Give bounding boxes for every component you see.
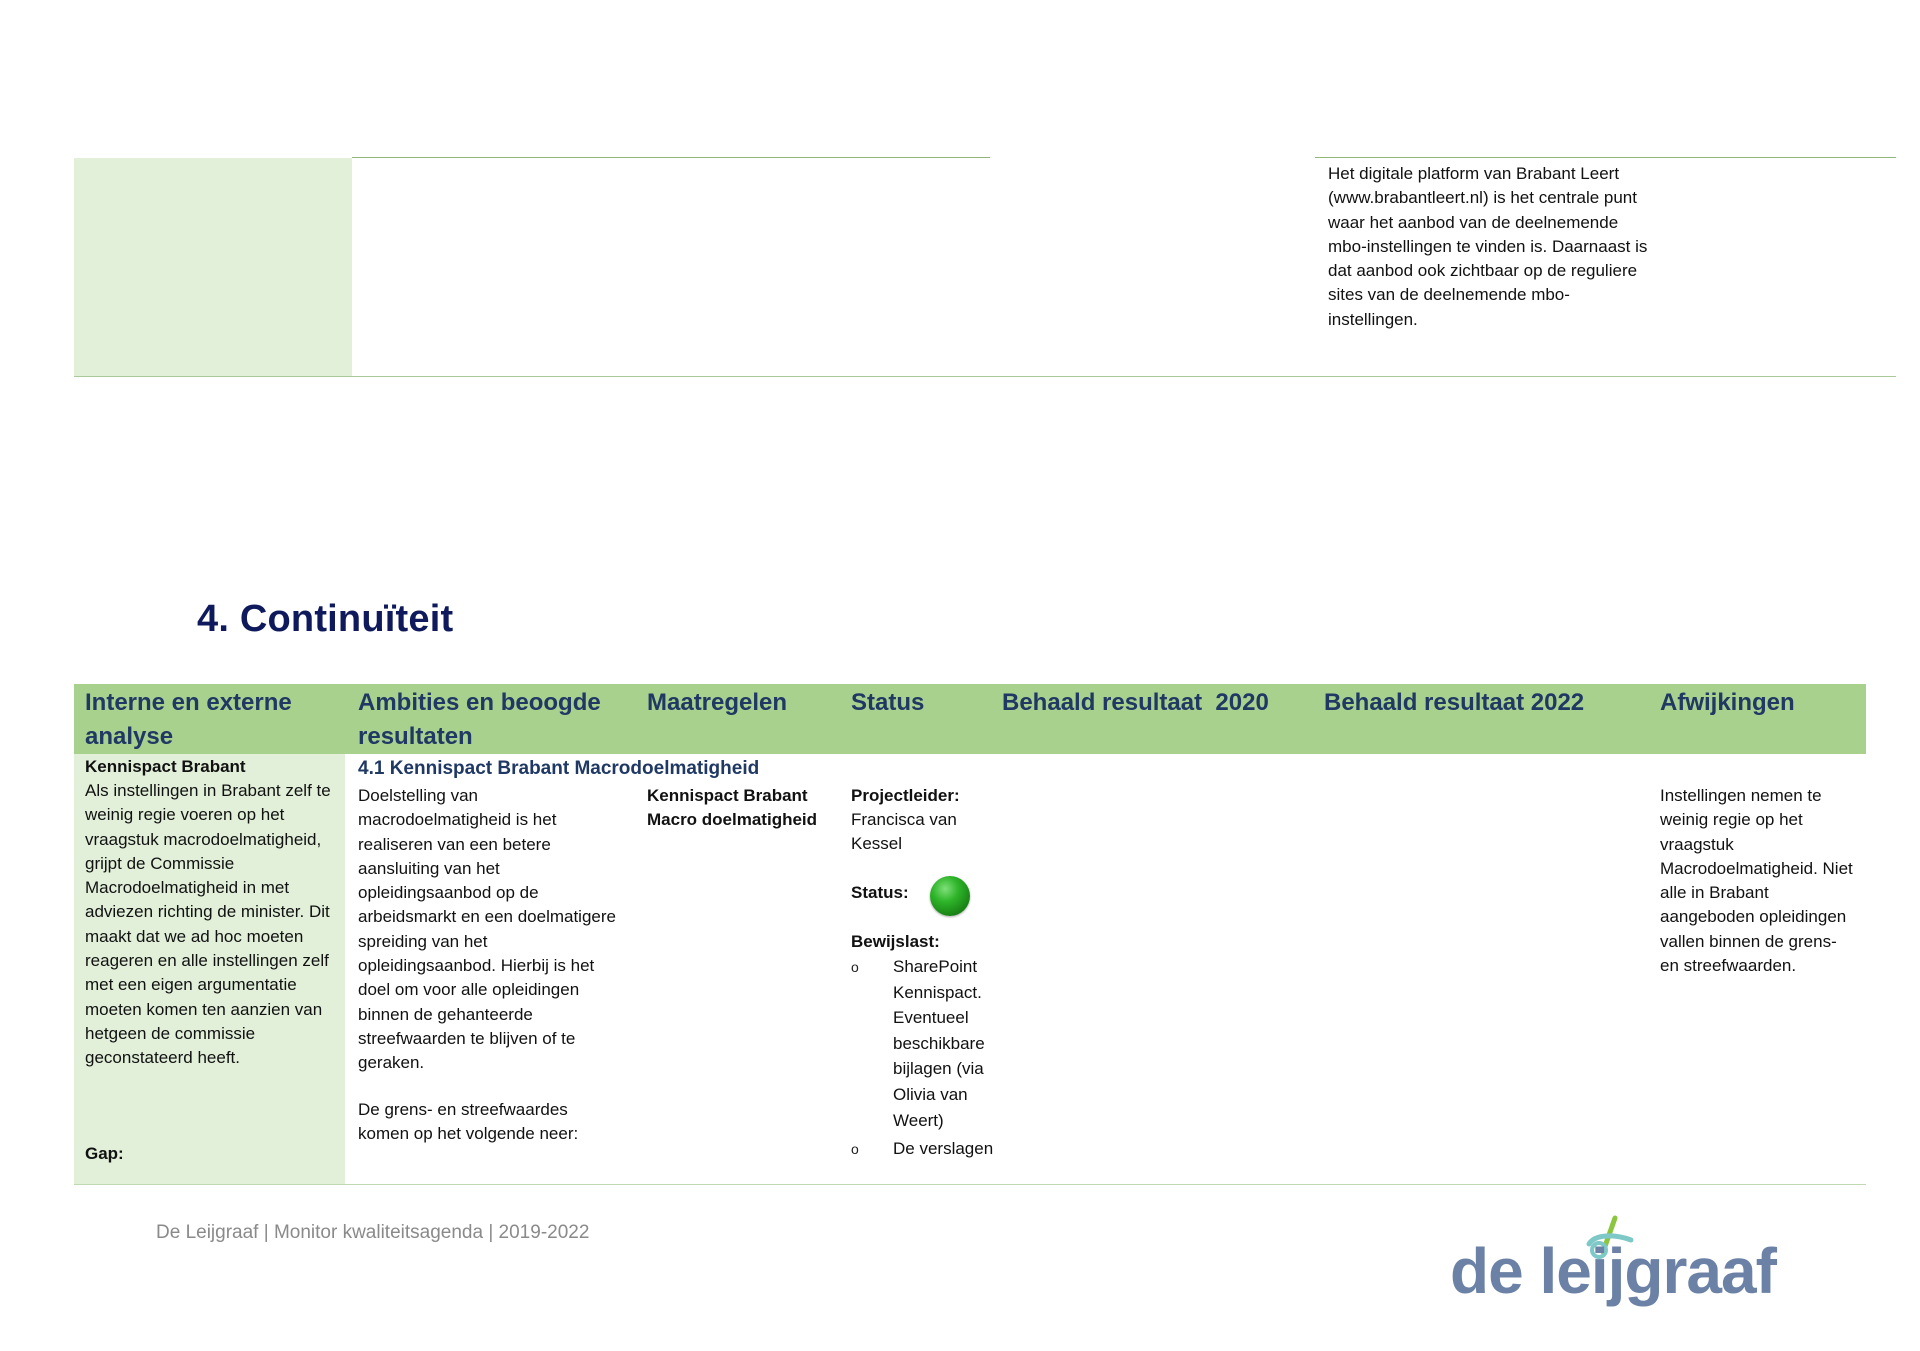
afwijkingen-text: Instellingen nemen te weinig regie op het vraagstuk Macrodoelmatigheid. Niet alle in Brabant aangeboden opleidingen vallen binnen de grens- en streefwaarden.: [1660, 786, 1853, 976]
header-ambities: Ambities en beoogde resultaten: [358, 689, 601, 750]
header-status: Status: [851, 689, 925, 716]
ambities-paragraph: Doelstelling van macrodoelmatigheid is het realiseren van een betere aansluiting van het opleidingsaanbod op de arbeidsmarkt en een doelmatigere spreiding van het opleidingsaanbod. Hierbij is het doel om voor alle opleidingen binnen de gehanteerde streefwaarden te blijven of te geraken.: [358, 786, 616, 1073]
logo-wordmark: de leijgraaf: [1450, 1235, 1776, 1307]
previous-table-bottom-border: [74, 376, 1896, 377]
projectleider-label: Projectleider:: [851, 786, 960, 805]
previous-table-shaded-cell: [74, 158, 352, 376]
gap-label: Gap:: [85, 1144, 124, 1163]
table-bottom-border: [74, 1184, 1866, 1185]
subsection-heading: 4.1 Kennispact Brabant Macrodoelmatigheid: [358, 758, 760, 779]
status-indicator-icon: [930, 876, 970, 916]
maatregelen-text: Kennispact Brabant Macro doelmatigheid: [647, 786, 818, 830]
section-heading: 4. Continuïteit: [197, 598, 454, 640]
previous-table-divider: [352, 157, 990, 158]
header-resultaat-2020: Behaald resultaat 2020: [1002, 689, 1269, 716]
header-analyse: Interne en externe analyse: [85, 689, 292, 750]
bullet-icon: o: [851, 1141, 859, 1157]
bewijslast-label: Bewijslast:: [851, 932, 940, 951]
bewijslast-item: De verslagen: [893, 1139, 994, 1158]
bewijslast-item: SharePoint Kennispact. Eventueel beschikbare bijlagen (via Olivia van Weert): [893, 957, 985, 1130]
previous-table-divider: [1315, 157, 1896, 158]
header-afwijkingen: Afwijkingen: [1660, 689, 1795, 716]
projectleider-name: Francisca van Kessel: [851, 810, 957, 854]
analyse-body: Als instellingen in Brabant zelf te weinig regie voeren op het vraagstuk macrodoelmatigheid, grijpt de Commissie Macrodoelmatigheid in met adviezen richting de minister. Dit maakt dat we ad hoc moeten reageren en alle instellingen zelf met een eigen argumentatie moeten komen ten aanzien van hetgeen de commissie geconstateerd heeft.: [85, 781, 331, 1068]
header-maatregelen: Maatregelen: [647, 689, 788, 716]
analyse-title: Kennispact Brabant: [85, 757, 246, 776]
bullet-icon: o: [851, 959, 859, 975]
ambities-paragraph: De grens- en streefwaardes komen op het volgende neer:: [358, 1100, 579, 1144]
table-header-row: [74, 684, 1866, 754]
status-label: Status:: [851, 883, 909, 902]
header-resultaat-2022: Behaald resultaat 2022: [1324, 689, 1585, 716]
leijgraaf-logo: [1450, 1218, 1780, 1328]
footer-text: De Leijgraaf | Monitor kwaliteitsagenda | 2019-2022: [156, 1222, 590, 1243]
platform-description: Het digitale platform van Brabant Leert (www.brabantleert.nl) is het centrale punt waar het aanbod van de deelnemende mbo-instellingen te vinden is. Daarnaast is dat aanbod ook zichtbaar op de reguliere sites van de deelnemende mbo-instellingen.: [1328, 164, 1648, 329]
